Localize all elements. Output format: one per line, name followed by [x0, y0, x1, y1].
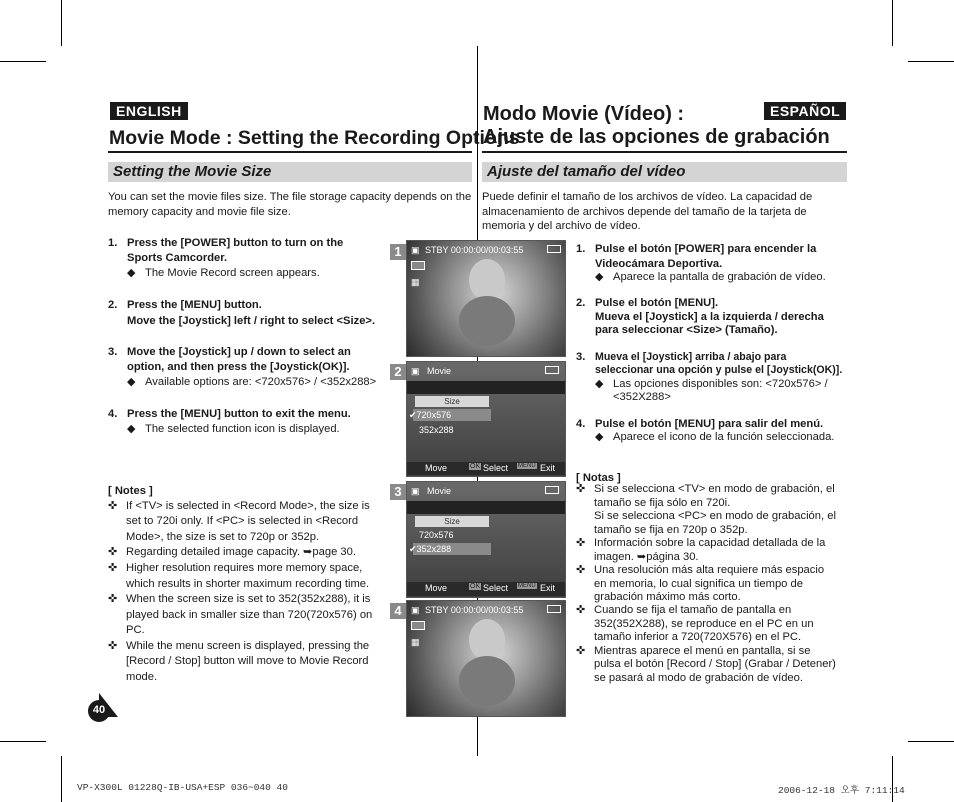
- recording-status: STBY 00:00:00/00:03:55: [425, 245, 524, 255]
- size-label-box: [415, 396, 489, 407]
- note-marker: ✜: [576, 483, 586, 495]
- move-hint: Move: [425, 583, 448, 593]
- movie-menu-icon: ▣: [411, 366, 420, 376]
- exit-hint: Exit: [540, 583, 556, 593]
- crop-mark: [61, 0, 62, 46]
- menu-option-720x576[interactable]: 720x576: [419, 530, 454, 540]
- english-section-title: Setting the Movie Size: [113, 163, 272, 180]
- screen-1-record: [406, 240, 566, 357]
- english-badge: ENGLISH: [110, 102, 188, 120]
- bullet-marker: ◆: [595, 271, 604, 283]
- screen-number-2: 2: [390, 364, 406, 380]
- move-hint: Move: [425, 463, 448, 473]
- screen-4-record: [406, 600, 566, 717]
- note-marker: ✜: [108, 546, 118, 558]
- footer-left: VP-X300L 01228Q-IB-USA+ESP 036~040 40: [77, 782, 288, 793]
- english-notes-title: [ Notes ]: [108, 485, 153, 497]
- page-number: 40: [92, 704, 106, 716]
- battery-icon: [547, 605, 561, 613]
- check-icon: ✔: [409, 410, 417, 420]
- screen-3-menu: [406, 481, 566, 598]
- note-marker: ✜: [108, 500, 118, 512]
- photo-subject: [469, 619, 505, 661]
- english-section-bar: [108, 162, 472, 182]
- menu-title: Movie: [427, 366, 452, 376]
- bullet-marker: ◆: [127, 423, 136, 435]
- size-352-icon: [411, 621, 425, 630]
- check-icon: ✔: [409, 544, 417, 554]
- photo-subject: [469, 259, 505, 301]
- select-hint: Select: [483, 583, 509, 593]
- size-720-icon: [411, 261, 425, 270]
- bullet-marker: ◆: [127, 267, 136, 279]
- note-marker: ✜: [576, 645, 586, 657]
- ok-key: OK: [470, 583, 481, 590]
- english-intro: You can set the movie files size. The file storage capacity depends on the memory capacity and movie file size.: [108, 191, 472, 218]
- battery-icon: [545, 366, 559, 374]
- page-number-badge: [80, 693, 118, 729]
- select-hint: Select: [483, 463, 509, 473]
- photo-subject-body: [459, 656, 515, 706]
- menu-option-352x288[interactable]: ✔352x288: [413, 543, 491, 555]
- bullet-marker: ◆: [595, 431, 604, 443]
- menu-option-352x288[interactable]: 352x288: [419, 425, 454, 435]
- note-marker: ✜: [576, 604, 586, 616]
- recording-status: STBY 00:00:00/00:03:55: [425, 605, 524, 615]
- size-label: Size: [444, 517, 460, 526]
- crop-mark: [908, 741, 954, 742]
- screen-number-1: 1: [390, 244, 406, 260]
- screen-number-3: 3: [390, 484, 406, 500]
- menu-option-720x576[interactable]: ✔720x576: [413, 409, 491, 421]
- photo-subject-body: [459, 296, 515, 346]
- screen-number-4: 4: [390, 603, 406, 619]
- crop-mark: [908, 61, 954, 62]
- screen-2-menu: [406, 361, 566, 477]
- english-title-rule: [108, 151, 472, 153]
- menu-title: Movie: [427, 486, 452, 496]
- battery-icon: [547, 245, 561, 253]
- exit-hint: Exit: [540, 463, 556, 473]
- menu-tab-bar: [407, 501, 565, 514]
- english-title: Movie Mode : Setting the Recording Options: [109, 127, 520, 149]
- menu-key: MENU: [518, 583, 536, 589]
- spanish-notes-title: [ Notas ]: [576, 472, 621, 484]
- crop-mark: [0, 61, 46, 62]
- crop-mark: [61, 756, 62, 802]
- spanish-title-line-1: Modo Movie (Vídeo) :: [483, 103, 685, 125]
- bullet-marker: ◆: [127, 376, 136, 388]
- menu-key: MENU: [518, 463, 536, 469]
- note-marker: ✜: [108, 593, 118, 605]
- size-label-box: [415, 516, 489, 527]
- note-marker: ✜: [576, 537, 586, 549]
- note-marker: ✜: [108, 640, 118, 652]
- note-marker: ✜: [576, 564, 586, 576]
- spanish-title-rule: [482, 151, 847, 153]
- quality-icon: ▦: [411, 277, 420, 287]
- menu-tab-bar: [407, 381, 565, 394]
- ok-key: OK: [470, 463, 481, 470]
- camcorder-icon: ▣: [411, 245, 420, 255]
- spanish-section-bar: [482, 162, 847, 182]
- footer-right: 2006-12-18 오후 7:11:14: [778, 785, 905, 796]
- battery-icon: [545, 486, 559, 494]
- crop-mark: [892, 0, 893, 46]
- bullet-marker: ◆: [595, 378, 604, 390]
- spanish-section-title: Ajuste del tamaño del vídeo: [487, 163, 686, 180]
- spanish-badge: ESPAÑOL: [764, 102, 846, 120]
- spanish-title-line-2: Ajuste de las opciones de grabación: [483, 126, 830, 148]
- spanish-intro: Puede definir el tamaño de los archivos de vídeo. La capacidad de almacenamiento de archivos depende del tamaño de la tarjeta de memoria y del archivo de vídeo.: [482, 191, 813, 232]
- note-marker: ✜: [108, 562, 118, 574]
- size-label: Size: [444, 397, 460, 406]
- movie-menu-icon: ▣: [411, 486, 420, 496]
- camcorder-icon: ▣: [411, 605, 420, 615]
- crop-mark: [0, 741, 46, 742]
- quality-icon: ▦: [411, 637, 420, 647]
